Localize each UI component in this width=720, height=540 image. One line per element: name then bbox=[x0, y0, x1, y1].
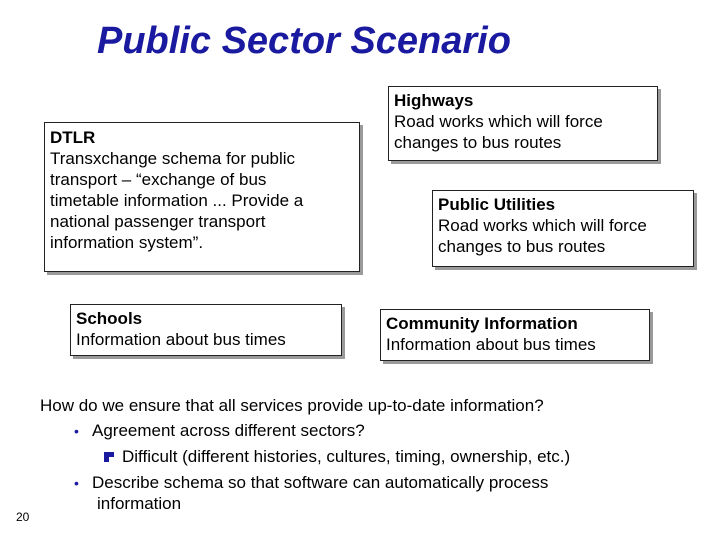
dtlr-line-5: information system”. bbox=[50, 233, 204, 252]
highways-box bbox=[388, 86, 658, 161]
dtlr-line-1: Transxchange schema for public bbox=[50, 149, 296, 168]
bullet-dot-icon: • bbox=[74, 475, 79, 491]
dtlr-box bbox=[44, 122, 360, 272]
highways-line-2: changes to bus routes bbox=[394, 133, 562, 152]
schools-heading: Schools bbox=[76, 309, 143, 328]
community-box bbox=[380, 309, 650, 361]
bullet-agreement-text: Agreement across different sectors? bbox=[92, 421, 365, 440]
utilities-heading: Public Utilities bbox=[438, 195, 556, 214]
dtlr-line-3: timetable information ... Provide a bbox=[50, 191, 304, 210]
schools-box bbox=[70, 304, 342, 356]
sub-bullet-difficult-text: Difficult (different histories, cultures, timing, ownership, etc.) bbox=[122, 447, 571, 466]
sub-bullet-difficult bbox=[104, 446, 570, 467]
utilities-line-1: Road works which will force bbox=[438, 216, 647, 235]
schools-line-1: Information about bus times bbox=[76, 330, 286, 349]
highways-heading: Highways bbox=[394, 91, 474, 110]
utilities-box bbox=[432, 190, 694, 267]
bullet-agreement bbox=[74, 420, 365, 442]
bullet-dot-icon: • bbox=[74, 423, 79, 439]
dtlr-line-4: national passenger transport bbox=[50, 212, 266, 231]
utilities-line-2: changes to bus routes bbox=[438, 237, 606, 256]
question-text: How do we ensure that all services provide up-to-date information? bbox=[40, 396, 544, 415]
page-number: 20 bbox=[16, 510, 30, 524]
bullet-describe bbox=[74, 472, 548, 494]
dtlr-heading: DTLR bbox=[50, 128, 96, 147]
square-bullet-icon bbox=[104, 452, 114, 462]
slide-title: Public Sector Scenario bbox=[97, 20, 511, 62]
community-line-1: Information about bus times bbox=[386, 335, 596, 354]
bullet-describe-continued: information bbox=[97, 494, 182, 513]
community-heading: Community Information bbox=[386, 314, 578, 333]
bullet-describe-text: Describe schema so that software can automatically process bbox=[92, 473, 549, 492]
dtlr-line-2: transport – “exchange of bus bbox=[50, 170, 267, 189]
highways-line-1: Road works which will force bbox=[394, 112, 603, 131]
